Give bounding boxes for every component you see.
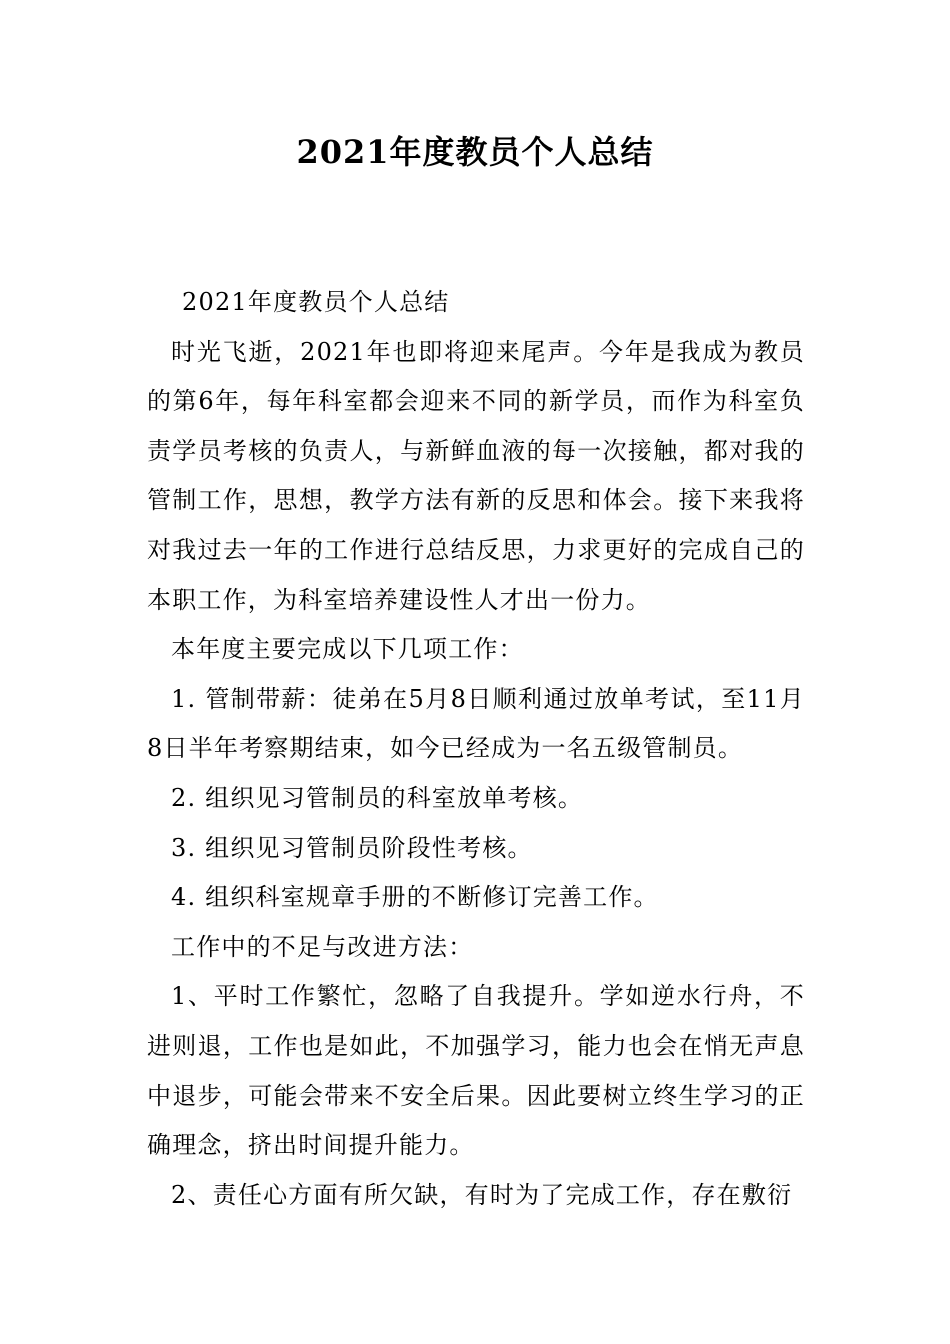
paragraph-work-item-4: 4. 组织科室规章手册的不断修订完善工作。 — [171, 883, 659, 912]
paragraph-work-item-2: 2. 组织见习管制员的科室放单考核。 — [171, 783, 584, 812]
paragraph-shortcoming-1: 1、平时工作繁忙，忽略了自我提升。学如逆水行舟，不进则退，工作也是如此，不加强学习，能力也会在悄无声息中退步，可能会带来不安全后果。因此要树立终生学习的正确理念，挤出时间提升能力。 — [147, 982, 805, 1160]
paragraph-work-heading: 本年度主要完成以下几项工作： — [171, 635, 524, 664]
document-body — [147, 278, 805, 1220]
paragraph-work-item-1: 1. 管制带薪：徒弟在5月8日顺利通过放单考试，至11月8日半年考察期结束，如今已经成为一名五级管制员。 — [147, 684, 805, 763]
paragraph-shortcoming-2: 2、责任心方面有所欠缺，有时为了完成工作，存在敷衍 — [171, 1180, 793, 1209]
document-subtitle: 2021年度教员个人总结 — [182, 288, 450, 316]
document-title: 2021年度教员个人总结 — [296, 133, 654, 171]
paragraph-work-item-3: 3. 组织见习管制员阶段性考核。 — [171, 833, 533, 862]
paragraph-intro: 时光飞逝，2021年也即将迎来尾声。今年是我成为教员的第6年，每年科室都会迎来不同的新学员，而作为科室负责学员考核的负责人，与新鲜血液的每一次接触，都对我的管制工作，思想，教学方法有新的反思和体会。接下来我将对我过去一年的工作进行总结反思，力求更好的完成自己的本职工作，为科室培养建设性人才出一份力。 — [147, 337, 805, 614]
paragraph-shortcomings-heading: 工作中的不足与改进方法： — [171, 932, 474, 961]
